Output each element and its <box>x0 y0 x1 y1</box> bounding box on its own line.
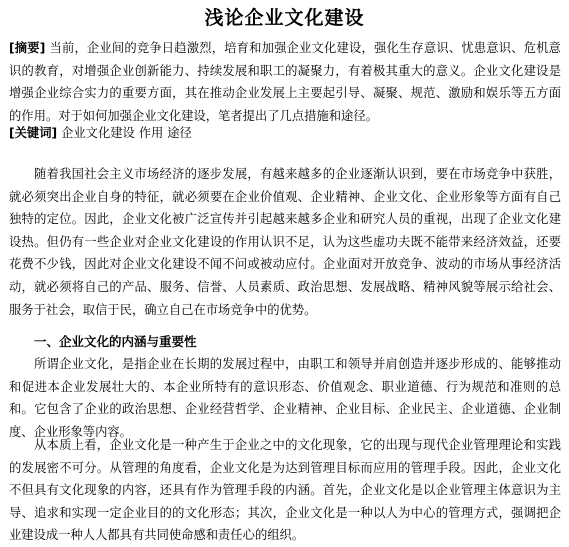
section-heading: 一、企业文化的内涵与重要性 <box>34 334 197 349</box>
keywords-label: [关键词] <box>9 126 58 140</box>
abstract-text: 当前，企业间的竞争日趋激烈，培育和加强企业文化建设，强化生存意识、忧患意识、危机意识的教育，对增强企业创新能力、持续发展和职工的凝聚力，有着极其重大的意义。企业文化建设是增强企业综合实力的重要方面，其在推动企业发展上主要起引导、凝聚、规范、激励和娱乐等五方面的作用。对于如何加强企业文化建设，笔者提出了几点措施和途径。 <box>9 41 561 123</box>
keywords-paragraph <box>9 122 561 145</box>
intro-paragraph: 随着我国社会主义市场经济的逐步发展，有越来越多的企业逐渐认识到，要在市场竞争中获胜，就必须突出企业自身的特征，就必须要在企业价值观、企业精神、企业文化、企业形象等方面有自己独特的定位。因此，企业文化被广泛宣传并引起越来越多企业和研究人员的重视，出现了企业文化建设热。但仍有一些企业对企业文化建设的作用认识不足，认为这些虚功夫既不能带来经济效益，还要花费不少钱，因此对企业文化建设不闻不问或被动应付。企业面对开放竞争、波动的市场从事经济活动，就必须将自己的产品、服务、信誉、人员素质、政治思想、发展战略、精神风貌等展示给社会、服务于社会，取信于民，确立自己在市场竞争中的优势。 <box>9 167 561 317</box>
body-paragraph: 所谓企业文化，是指企业在长期的发展过程中，由职工和领导并肩创造并逐步形成的、能够推动和促进本企业发展壮大的、本企业所特有的意识形态、价值观念、职业道德、行为规范和准则的总和。它包含了企业的政治思想、企业经营哲学、企业精神、企业目标、企业民主、企业道德、企业制度、企业形象等内容。 <box>9 357 561 439</box>
abstract-label: [摘要] <box>9 41 46 55</box>
document-title: 浅论企业文化建设 <box>204 7 365 29</box>
abstract-paragraph <box>9 37 561 127</box>
keywords-text: 企业文化建设 作用 途径 <box>61 126 192 140</box>
body-paragraph: 从本质上看，企业文化是一种产生于企业之中的文化现象，它的出现与现代企业管理理论和实践的发展密不可分。从管理的角度看，企业文化是为达到管理目标而应用的管理手段。因此，企业文化不但具有文化现象的内容，还具有作为管理手段的内涵。首先，企业文化是以企业管理主体意识为主导、追求和实现一定企业目的的文化形态；其次，企业文化是一种以人为中心的管理方式，强调把企业建设成一种人人都具有共同使命感和责任心的组织。 <box>9 438 561 543</box>
